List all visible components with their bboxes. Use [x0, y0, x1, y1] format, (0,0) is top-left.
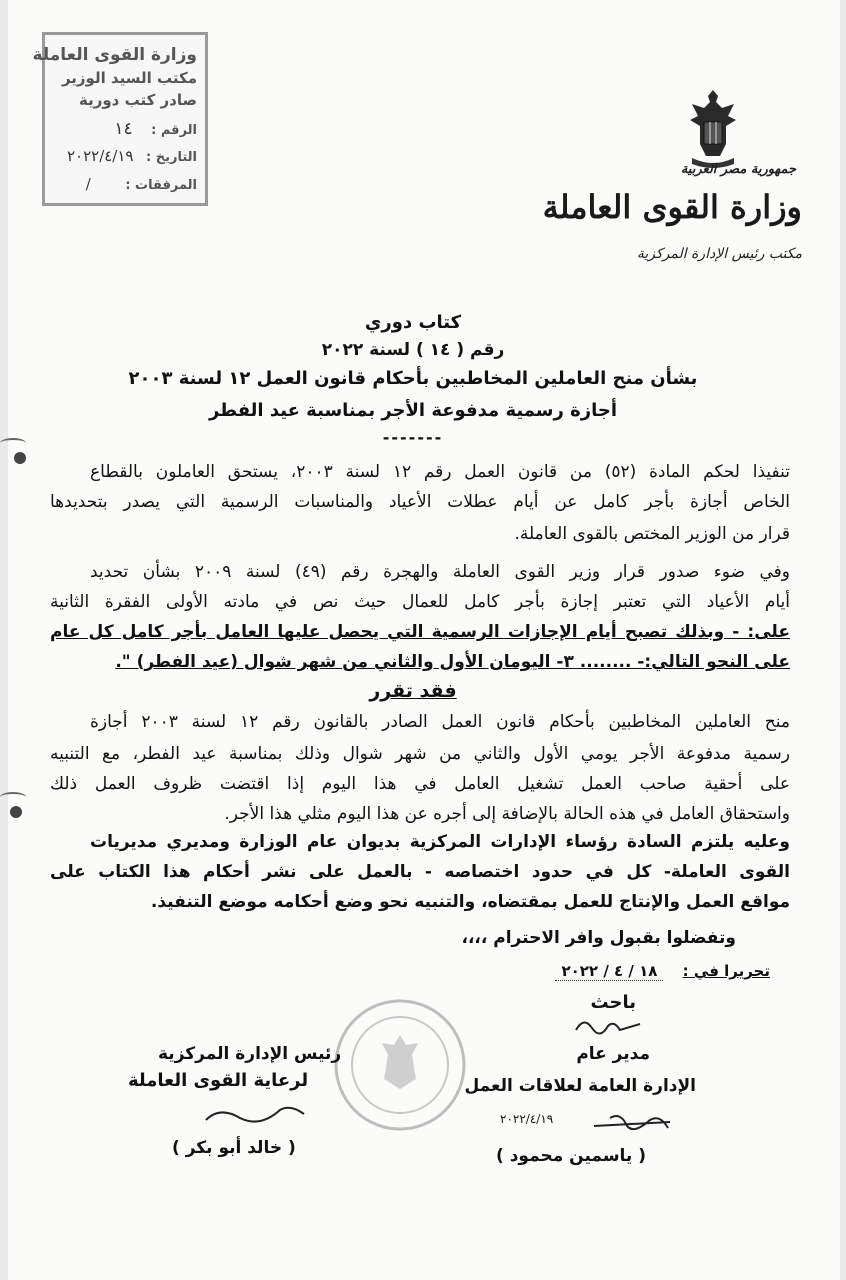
head-name: ( خالد أبو بكر )	[172, 1138, 296, 1158]
stamp-date-label: التاريخ :	[146, 150, 197, 165]
gm-signature-icon	[590, 1108, 700, 1138]
dated-line	[555, 962, 770, 980]
stamp-number	[114, 119, 197, 139]
paragraph-1-line: الخاص أجازة بأجر كامل عن أيام عطلات الأعياد والمناسبات الرسمية التي يصدر بتحديدها	[50, 492, 790, 512]
researcher-signature-icon	[574, 1012, 644, 1040]
title-separator: -------	[382, 428, 444, 447]
eagle-emblem-icon	[676, 86, 750, 170]
stamp-date	[67, 147, 197, 165]
stamp-attachments-value: /	[85, 175, 91, 193]
paragraph-3-line: منح العاملين المخاطبين بأحكام قانون العمل الصادر بالقانون رقم ١٢ لسنة ٢٠٠٣ أجازة	[90, 712, 790, 732]
researcher-title: باحث	[590, 992, 636, 1013]
decision-heading: فقد تقرر	[369, 680, 457, 702]
dated-value: ١٨ / ٤ / ٢٠٢٢	[555, 962, 663, 981]
doc-type: كتاب دوري	[364, 312, 462, 333]
paragraph-4-line: القوى العاملة- كل في حدود اختصاصه - بالعمل على نشر أحكام هذا الكتاب على	[50, 862, 790, 882]
gm-name: ( ياسمين محمود )	[496, 1146, 646, 1166]
stamp-attachments-label: المرفقات :	[125, 178, 197, 193]
stamp-number-label: الرقم :	[151, 123, 197, 138]
subject-line-1: بشأن منح العاملين المخاطبين بأحكام قانون العمل ١٢ لسنة ٢٠٠٣	[128, 368, 698, 389]
stamp-number-value: ١٤	[114, 119, 133, 139]
subject-line-2: أجازة رسمية مدفوعة الأجر بمناسبة عيد الفطر	[208, 400, 617, 421]
office-stamp	[32, 32, 208, 206]
paragraph-4-line: مواقع العمل والإنتاج للعمل بمقتضاه، والتنبيه نحو وضع أحكامه موضع التنفيذ.	[150, 892, 790, 912]
head-title: رئيس الإدارة المركزية	[158, 1044, 342, 1064]
closing-phrase: وتفضلوا بقبول وافر الاحترام ،،،،	[461, 928, 736, 948]
paragraph-3-line: على أحقية صاحب العمل تشغيل العامل في هذا اليوم إذا اقتضت ظروف العمل ذلك	[50, 774, 790, 794]
paragraph-2-line: وفي ضوء صدور قرار وزير القوى العاملة والهجرة رقم (٤٩) لسنة ٢٠٠٩ بشأن تحديد	[90, 562, 791, 582]
gm-department: الإدارة العامة لعلاقات العمل	[464, 1076, 696, 1096]
paragraph-1-line: قرار من الوزير المختص بالقوى العاملة.	[514, 524, 790, 544]
paragraph-2-quote-line: على: - وبذلك تصبح أيام الإجازات الرسمية التي يحصل عليها العامل بأجر كامل كل عام	[50, 622, 790, 642]
republic-label: جمهورية مصر العربية	[680, 162, 796, 177]
stamp-ministry: وزارة القوى العاملة	[32, 45, 197, 65]
dated-label: تحريرا في :	[682, 962, 770, 980]
gm-title: مدير عام	[576, 1044, 650, 1064]
punch-hole	[10, 806, 22, 818]
gm-signature-date: ٢٠٢٢/٤/١٩	[500, 1112, 554, 1126]
ministry-name: وزارة القوى العاملة	[542, 188, 802, 226]
paragraph-3-line: رسمية مدفوعة الأجر يومي الأول والثاني من شهر شوال وذلك بمناسبة عيد الفطر، مع التنبيه	[50, 744, 790, 764]
office-name: مكتب رئيس الإدارة المركزية	[636, 246, 802, 262]
paragraph-3-line: واستحقاق العامل في هذه الحالة بالإضافة إلى أجره عن هذا اليوم مثلي هذا الأجر.	[224, 804, 790, 824]
head-department: لرعاية القوى العاملة	[128, 1070, 309, 1091]
stamp-office: مكتب السيد الوزير	[61, 69, 197, 87]
stamp-outgoing: صادر كتب دورية	[78, 91, 197, 109]
paragraph-1-line: تنفيذا لحكم المادة (٥٢) من قانون العمل رقم ١٢ لسنة ٢٠٠٣، يستحق العاملون بالقطاع	[90, 462, 790, 482]
stamp-attachments	[86, 175, 197, 193]
stamp-date-value: ٢٠٢٢/٤/١٩	[66, 147, 134, 165]
paragraph-4-line: وعليه يلتزم السادة رؤساء الإدارات المركزية بديوان عام الوزارة ومديري مديريات	[90, 832, 790, 852]
official-seal-icon	[330, 995, 470, 1135]
paragraph-2-quote-line: على النحو التالي:- ........ ٣- اليومان الأول والثاني من شهر شوال (عيد الفطر) ".	[115, 652, 790, 672]
punch-hole	[14, 452, 26, 464]
doc-number: رقم ( ١٤ ) لسنة ٢٠٢٢	[321, 340, 505, 360]
head-signature-icon	[200, 1100, 310, 1134]
staple-mark	[0, 792, 26, 802]
paragraph-2-line: أيام الأعياد التي تعتبر إجازة بأجر كامل للعمال حيث نص في مادته الأولى الفقرة الثانية	[50, 592, 790, 612]
